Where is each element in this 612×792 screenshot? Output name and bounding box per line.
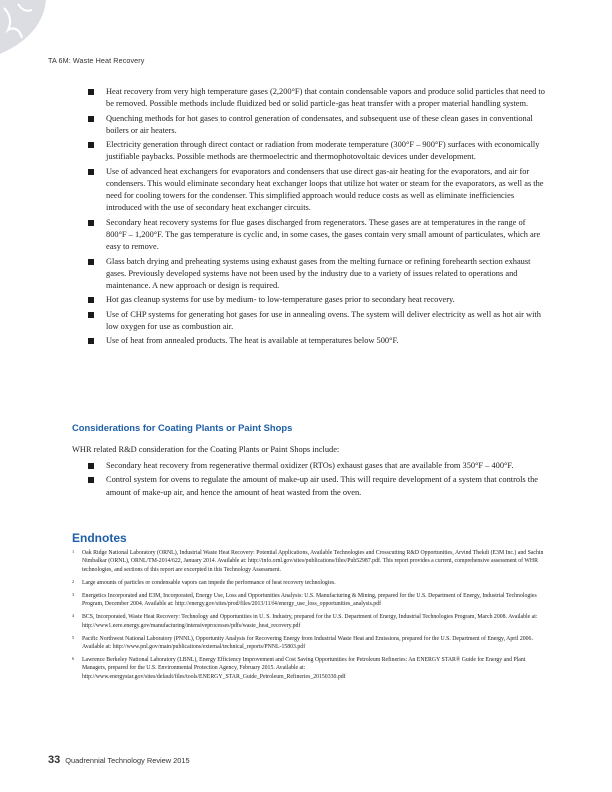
list-item: Use of heat from annealed products. The heat is available at temperatures below 500°F. <box>86 335 546 347</box>
bullet-square-icon <box>88 259 94 265</box>
endnote-text: Oak Ridge National Laboratory (ORNL), Industrial Waste Heat Recovery: Potential Applications, Available Technologies and Crosscutting R&D Opportunities, Arvind Thekdi (E3M Inc.) and Sachin Nimbalkar (ORNL), ORNL/TM-2014/622, January 2014. Available at: http://info.ornl.gov/sites/publications/files/Pub52987.pdf. This report provides a current, comprehensive assessment of WHR technologies, and sections of this report are excerpted in this Technology Assessment. <box>82 550 544 573</box>
list-item: Heat recovery from very high temperature gases (2,200°F) that contain condensable vapors and produce solid particles that need to be removed. Possible methods include fluidized bed or solid particle-gas heat transfer with a proper material handling system. <box>86 86 546 110</box>
endnote-number: 2 <box>72 578 75 584</box>
page-footer <box>48 750 190 768</box>
main-bullet-list <box>86 86 546 350</box>
endnote-item <box>72 613 546 630</box>
section-heading: Considerations for Coating Plants or Paint Shops <box>72 422 293 433</box>
publication-title: Quadrennial Technology Review 2015 <box>65 756 190 765</box>
bullet-square-icon <box>88 463 94 469</box>
corner-graphic <box>0 0 46 60</box>
bullet-square-icon <box>88 142 94 148</box>
endnote-text: Pacific Northwest National Laboratory (PNNL), Opportunity Analysis for Recovering Energy from Industrial Waste Heat and Emissions, prepared for the U.S. Department of Energy, April 2006. Available at: http://www.pnl.gov/main/publications/external/technical_reports/PNNL-15803.pdf <box>82 635 533 651</box>
endnotes-list <box>72 549 546 686</box>
bullet-square-icon <box>88 338 94 344</box>
endnote-number: 1 <box>72 549 75 554</box>
endnote-text: Lawrence Berkeley National Laboratory (LBNL), Energy Efficiency Improvement and Cost Saving Opportunities for Petroleum Refineries: An ENERGY STAR® Guide for Energy and Plant Managers, prepared for the U.S. Environmental Protection Agency, February 2015. Available at: http://www.energystar.gov/sites/default/files/tools/ENERGY_STAR_Guide_Petroleum_Refineries_20150330.pdf <box>82 657 526 680</box>
endnote-number: 3 <box>72 591 75 597</box>
endnote-number: 5 <box>72 634 75 640</box>
endnote-item <box>72 635 546 652</box>
endnote-item <box>72 579 546 587</box>
page-number: 33 <box>48 754 61 766</box>
bullet-square-icon <box>88 477 94 483</box>
list-item: Quenching methods for hot gases to control generation of condensates, and subsequent use of these clean gases in conventional boilers or air heaters. <box>86 113 546 137</box>
running-header: TA 6M: Waste Heat Recovery <box>48 56 145 65</box>
endnote-number: 6 <box>72 656 75 662</box>
list-item: Glass batch drying and preheating systems using exhaust gases from the melting furnace or refining forehearth section exhaust gases. Previously developed systems have not been used by the industry due to a variety of issues related to operations and maintenance. A new approach or design is required. <box>86 256 546 293</box>
bullet-square-icon <box>88 116 94 122</box>
list-item: Secondary heat recovery from regenerative thermal oxidizer (RTOs) exhaust gases that are available from 350°F – 400°F. <box>86 460 546 472</box>
list-item: Electricity generation through direct contact or radiation from moderate temperature (300°F – 900°F) surfaces with economically justifiable paybacks. Possible methods are thermoelectric and thermophotovoltaic devices under development. <box>86 139 546 163</box>
bullet-square-icon <box>88 169 94 175</box>
bullet-square-icon <box>88 312 94 318</box>
endnote-text: BCS, Incorporated, Waste Heat Recovery: Technology and Opportunities in U. S. Industry, prepared for the U.S. Department of Energy, Industrial Technologies Program, March 2008. Available at: http://www1.eere.energy.gov/manufacturing/intensiveprocesses/pdfs/waste_heat_recovery.pdf <box>82 614 538 629</box>
list-item: Hot gas cleanup systems for use by medium- to low-temperature gases prior to secondary heat recovery. <box>86 294 546 306</box>
coating-bullet-list <box>86 460 546 501</box>
endnote-item <box>72 549 546 574</box>
endnote-number: 4 <box>72 613 75 619</box>
endnote-text: Large amounts of particles or condensable vapors can impede the performance of heat recovery technologies. <box>82 579 336 586</box>
endnote-item <box>72 656 546 681</box>
endnote-text: Energetics Incorporated and E3M, Incorporated, Energy Use, Loss and Opportunities Analysis: U.S. Manufacturing & Mining, prepared for the U.S. Department of Energy, Industrial Technologies Program, December 2004. Available at: http://energy.gov/sites/prod/files/2013/11/f4/energy_use_loss_opportunities_analysis.pdf <box>82 592 537 608</box>
endnote-item <box>72 592 546 609</box>
endnotes-heading: Endnotes <box>72 531 127 545</box>
bullet-square-icon <box>88 297 94 303</box>
list-item: Control system for ovens to regulate the amount of make-up air used. This will require development of a system that controls the amount of make-up air, and hence the amount of heat wasted from the oven. <box>86 474 546 498</box>
list-item: Use of advanced heat exchangers for evaporators and condensers that use direct gas-air heating for the evaporators, and air for condensers. This would eliminate secondary heat exchanger loops that utilize hot water or steam for the evaporators, as well as the need for cooling towers for the condenser. This simplified approach would reduce costs as well as eliminate inefficiencies introduced with the use of secondary heat exchanger circuits. <box>86 166 546 215</box>
list-item: Secondary heat recovery systems for flue gases discharged from regenerators. These gases are at temperatures in the range of 800°F – 1,200°F. The gas temperature is cyclic and, in some cases, the gases contain very small amount of particulates, which are easy to remove. <box>86 217 546 254</box>
section-intro: WHR related R&D consideration for the Coating Plants or Paint Shops include: <box>72 445 340 454</box>
bullet-square-icon <box>88 89 94 95</box>
bullet-square-icon <box>88 220 94 226</box>
list-item: Use of CHP systems for generating hot gases for use in annealing ovens. The system will deliver electricity as well as hot air with low oxygen for use as combustion air. <box>86 309 546 333</box>
